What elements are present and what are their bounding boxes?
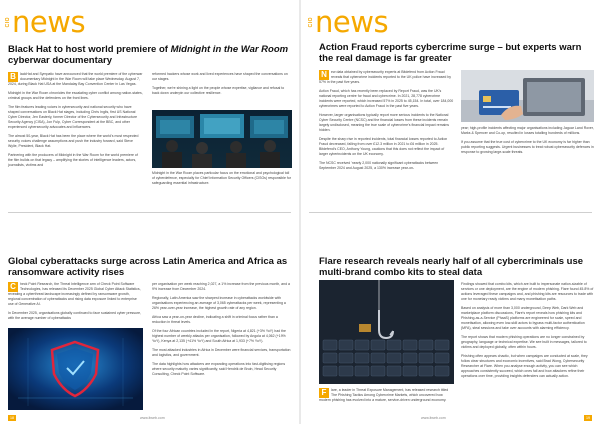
masthead-word: news [315,4,389,39]
dropcap: C [8,282,18,292]
footer-url: www.itweb.com [421,416,446,420]
paragraph: Midnight in the War Room places particular focus on the emotional and psychological toll of cyberdefence, especially for Chief Information Security Officers (CISOs) responsible for safeguarding essential infrastructure. [152,171,292,185]
dropcap: B [8,72,18,82]
paragraph: Findings showed that combo kits, which are built to impersonate nation-sizable of services or one deployment, are the engine of modern phishing. Flare found 45.8% of actions leveraged these campaigns and, and phishing kits are resources to trade with one for monetary ready victims and many monetisation paths. [461,282,594,301]
paragraph: However, larger organisations typically report more serious incidents to the National Cyber Security Centre (NCSC) and the financial losses from these incidents remain largely undisclosed, meaning the true scale of cybercrime's financial impact remains hidden. [319,113,450,132]
paragraph: Action Fraud, which has recently been replaced by Report Fraud, was the UK's national reporting centre for fraud and cybercrime. In 2021, 28,778 cybercrime incidents were reported, which increased 57% in 2025 to 45,154. In total, over 184,000 cybercrimes were reported to Action Fraud in the past five years. [319,89,454,108]
headline-part: Black Hat to host world premiere of [8,44,171,55]
footer-url: www.itweb.com [140,416,165,420]
dropcap: N [319,70,329,80]
article-column [461,126,594,159]
article-column [152,72,292,100]
paragraph: The film features leading voices in cybersecurity and national security who have shaped conversations on Black Hat stages, including Chris Inglis, first US National Cyber Director, Jen Easterly, former Director of the Cybersecurity and Infrastructure Security Agency (CISA), Jon Fulp, Cyber Correspondent at the BBC, and other experienced cybersecurity advocates and influencers. [8,105,138,129]
article-column [461,282,594,383]
masthead-word: news [12,4,86,39]
article-headline [8,44,293,66]
paragraph: F lare, a leader in Threat Exposure Management, has released research titled The Phishing Tactics Among Cybercrime Markets, which uncovered how modern phishing has evolved into a mature, service-driven underground economy. [319,388,449,402]
paragraph: The almost 50-year, Black Hat has been the place where the world's most respected security voices challenge assumptions and push the industry forward, said Steve Wylie, President, Black Hat. [8,134,139,148]
right-page [301,0,600,424]
paragraph: The report shows that modern phishing operations are no longer constrained by geography, language or technical expertise. We see built in messages, tailored to victims and deployed globally, often within hours. [461,335,587,349]
article-headline: Action Fraud reports cybercrime surge – but experts warn the real damage is far greater [319,42,582,64]
left-page [0,0,299,424]
article-headline: Global cyberattacks surge across Latin America and Africa as ransomware activity rises [8,256,288,278]
masthead-tag: CIO [5,16,11,28]
article-column [319,388,454,407]
paragraph: Africa saw a year-on-year decline, indicating a shift in criminal focus rather than a reduction in threat levels. [152,315,278,324]
masthead [309,6,388,38]
masthead-tag: CIO [308,16,314,28]
paragraph: Phishing often appears chaotic, but when campaigns are conducted at scale, they follow clear structures and economic incentives, said Brad Wong, Cybersecurity Researcher at Flare. When you analyse enough activity, you can see which approaches consistently succeed, which ones fail and how attackers refine their operations over time, providing insights defenders can actually action. [461,354,588,378]
article-divider [8,212,291,213]
paragraph: Of the four African countries included in the report, Nigeria at 4,821 (+3% YoY) had the highest number of weekly attacks per organisation, followed by Angola at 4,062 (+19% YoY), Kenya at 2,135 (+41% YoY) and South Africa at 1,933 (+7% YoY). [152,329,286,343]
paragraph: Together, we're shining a light on the people whose expertise, vigilance and refusal to back down underpin our collective resilience. [152,86,285,95]
article-headline: Flare research reveals nearly half of all cybercriminals use multi-brand combo kits to steal data [319,256,584,278]
paragraph: The data highlights how attackers are expanding operations into fast-digitising regions where security maturity varies significantly, said Hendrik de Bruin, Head Security Consulting, Check Point Software. [152,362,286,376]
paragraph: In December 2025, organisations globally continued to face sustained cyber pressure, with the average number of cyberattacks [8,311,142,320]
war-room-photo [152,110,292,168]
article-column [8,72,143,172]
headline-part: cyberwar documentary [8,55,113,66]
phishing-hook-photo [319,280,454,384]
paragraph: Midnight in the War Room chronicles the escalating cyber conflict among nation-states, criminal groups and the defenders on the front lines. [8,91,143,100]
masthead [6,6,85,38]
page-number: 18 [10,416,14,420]
paragraph: B lackHat and Sympatic have announced that the world premiere of the cyberwar documentary Midnight in the War Room will take place Wednesday, August 7, 2024, during Black Hat USA at the Mandalay Bay Convention Center in Las Vegas. [8,72,143,86]
cyber-shield-photo [8,328,143,410]
paragraph: The most attacked industries in Africa in December were financial services, transportation and logistics, and government. [152,348,291,357]
article-divider [309,212,592,213]
paragraph: If you assume that the true cost of cybercrime to the UK economy is far higher than public reporting suggests. Urgent businesses to treat robust cybersecurity defences in response to growing large-scale threats. [461,140,594,154]
paragraph: Regionally, Latin America saw the sharpest increase in cyberattacks worldwide with organisations experiencing an average of 3,065 cyberattacks per week, representing a 26% year-over-year increase, the highest growth rate of any region. [152,296,286,310]
article-column [319,70,454,175]
paragraph: Based on analysis of more than 3,000 underground, Deep Web, Dark Web and marketplace platform discussions, Flare's report reveals how phishing kits and Phishing-as-a-Service (PhaaS) platforms are engineered for scale, speed and monetisation, allowing even low-skill actors to bypass multi-factor authentication (MFA), steal sessions and take over accounts with alarming efficiency. [461,306,585,330]
article-column [8,282,143,325]
paragraph: year; high-profile incidents affecting major organisations including Jaguar Land Rover, Marks & Spencer and Co-op, resulted in losses totalling hundreds of millions. [461,126,594,135]
article-column [152,282,292,381]
paragraph: reformed hackers whose work and lived experiences have shaped the conversations on our stages. [152,72,288,81]
paragraph: per organisation per week reaching 2,027, a 1% increase from the previous month, and a 9% increase from December 2024. [152,282,290,291]
article-column [152,171,292,190]
paragraph: C heck Point Research, the Threat Intelligence arm of Check Point Software Technologies, has released its December 2025 Global Cyber Attack Statistics, revealing a cyberthreat landscape increasingly defined by ransomware growth, regional concentration of cyberattacks and rising data exposure linked to enterprise use of Generative AI. [8,282,141,306]
dropcap: F [319,388,329,398]
paragraph: N ew data obtained by cybersecurity experts at Bitdefend from Action Fraud reveals that cybercrime incidents reported to the UK police have increased by 57% in the past five years. [319,70,452,84]
headline-film-title: Midnight in the War Room [170,44,289,55]
card-fraud-photo [461,70,594,122]
page-number: 19 [586,416,590,420]
paragraph: Partnering with the producers of Midnight in the War Room for the world premiere of the film builds on that legacy – amplifying the stories of intelligence leaders, actors, journalists, victims and [8,153,138,167]
paragraph: The NCSC received 'nearly 2,000 nationally significant cyberattacks between September 2024 and August 2025, a 130% increase year-on- [319,161,439,170]
paragraph: Despite the sharp rise in reported incidents, total financial losses reported to Action Fraud decreased, falling from over £12.3 million in 2021 to £6 million in 2025. Bitdefend's CEO, Anthony Young, cautions that this does not reflect the impact of larger cyberincidents on the UK economy. [319,137,448,156]
